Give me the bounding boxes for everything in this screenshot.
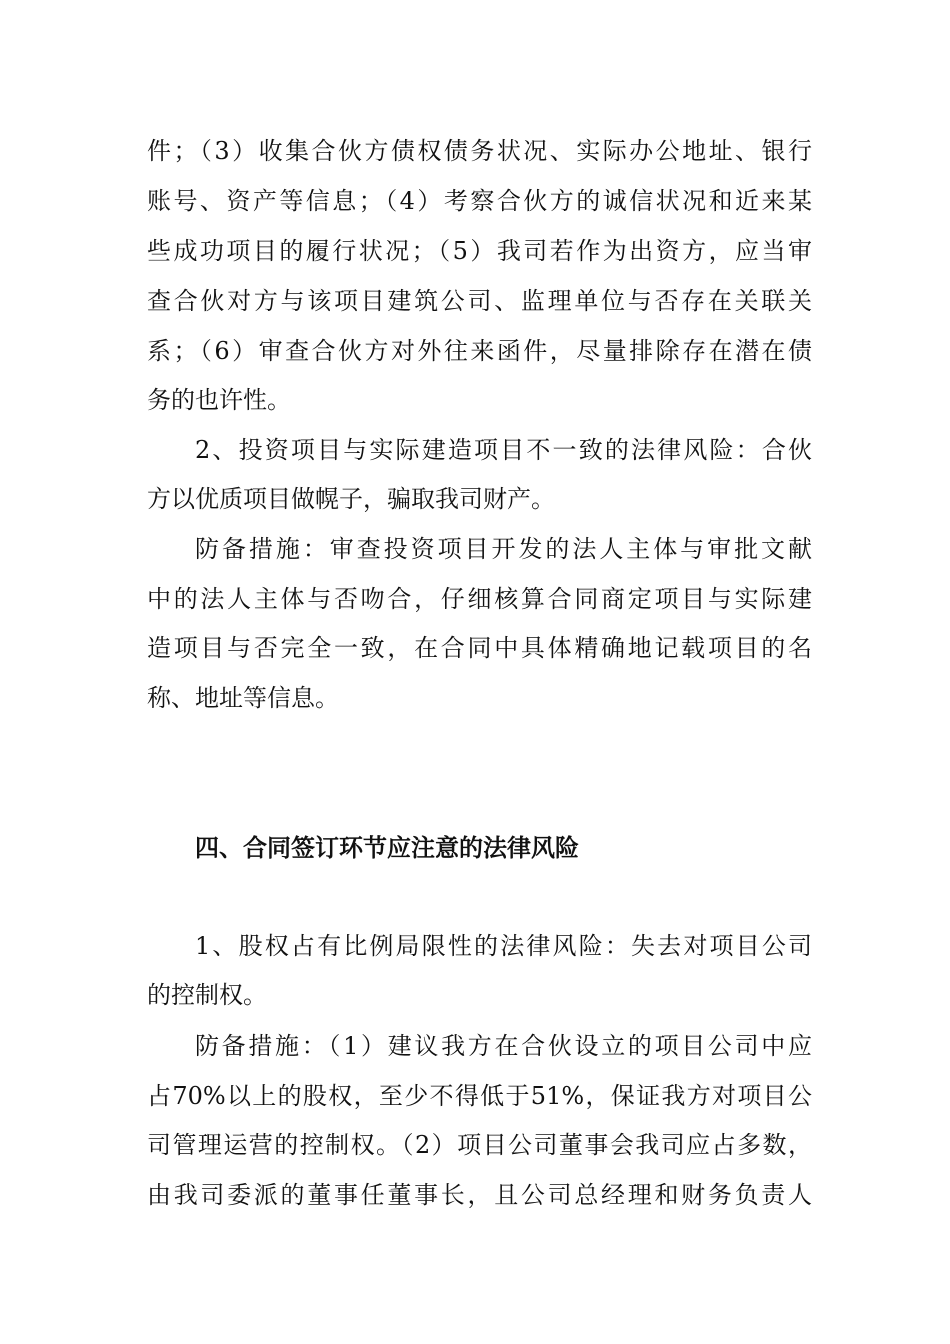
text-line: 些成功项目的履行状况；（5）我司若作为出资方，应当审 [147, 237, 812, 265]
text-line: 防备措施：（1）建议我方在合伙设立的项目公司中应 [195, 1032, 812, 1060]
text-line: 系；（6）审查合伙方对外往来函件，尽量排除存在潜在债 [147, 337, 812, 365]
text-line: 2、投资项目与实际建造项目不一致的法律风险：合伙 [195, 436, 812, 464]
text-line: 账号、资产等信息；（4）考察合伙方的诚信状况和近来某 [147, 187, 812, 215]
text-line: 件；（3）收集合伙方债权债务状况、实际办公地址、银行 [147, 137, 812, 165]
text-line: 中的法人主体与否吻合，仔细核算合同商定项目与实际建 [147, 585, 812, 613]
text-line: 方以优质项目做幌子，骗取我司财产。 [147, 485, 555, 513]
text-line: 的控制权。 [147, 981, 267, 1009]
text-line: 防备措施：审查投资项目开发的法人主体与审批文献 [195, 535, 812, 563]
text-line: 司管理运营的控制权。（2）项目公司董事会我司应占多数， [147, 1131, 812, 1159]
text-line: 由我司委派的董事任董事长，且公司总经理和财务负责人 [147, 1181, 812, 1209]
text-line: 造项目与否完全一致，在合同中具体精确地记载项目的名 [147, 634, 812, 662]
section-heading: 四、合同签订环节应注意的法律风险 [195, 834, 579, 862]
text-line: 称、地址等信息。 [147, 684, 339, 712]
text-line: 1、股权占有比例局限性的法律风险：失去对项目公司 [195, 932, 812, 960]
text-line: 务的也许性。 [147, 386, 291, 414]
text-line: 占70%以上的股权，至少不得低于51%，保证我方对项目公 [147, 1082, 812, 1110]
text-line: 查合伙对方与该项目建筑公司、监理单位与否存在关联关 [147, 287, 812, 315]
